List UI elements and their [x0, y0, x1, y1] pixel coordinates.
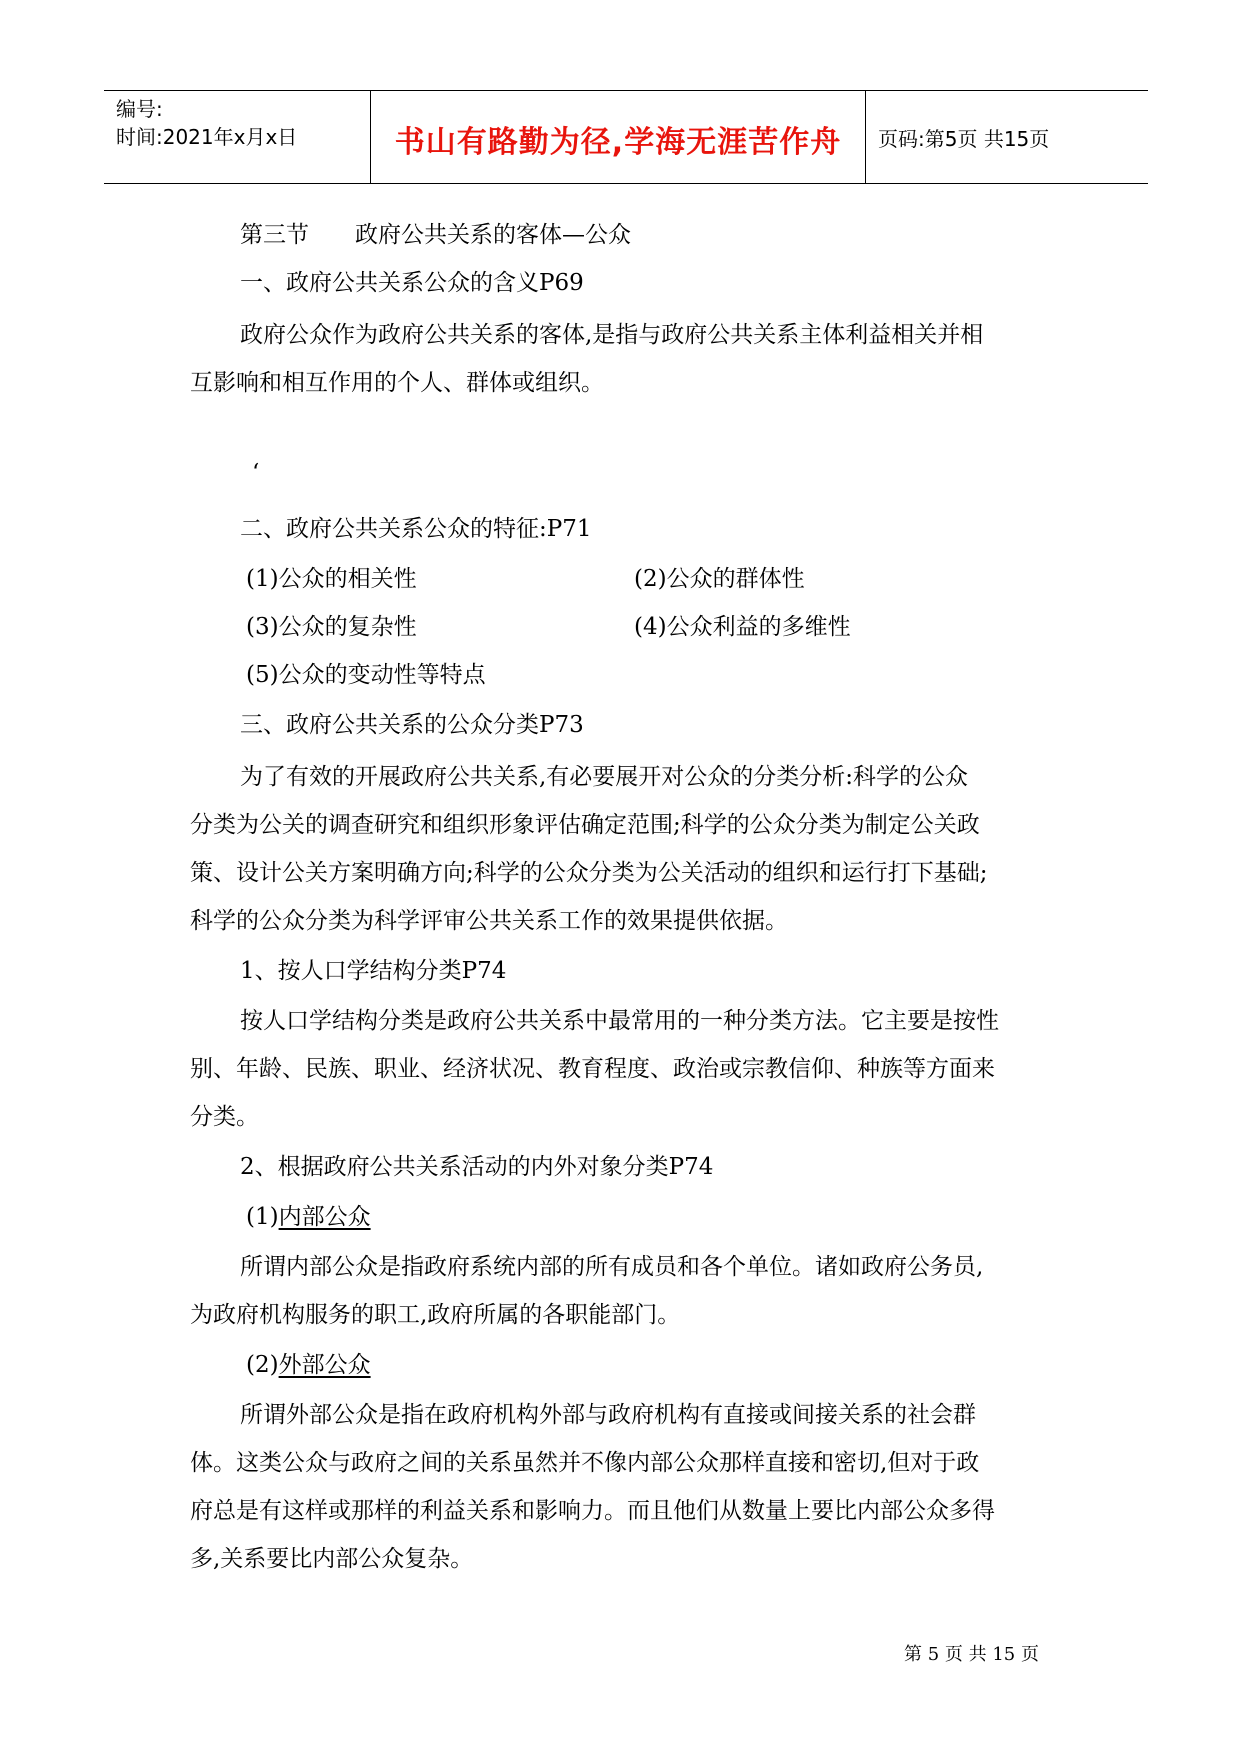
paragraph-line: 为政府机构服务的职工,政府所属的各职能部门。 — [190, 1302, 681, 1328]
heading-features: 二、政府公共关系公众的特征:P71 — [240, 516, 592, 542]
paragraph-line: 分类。 — [190, 1104, 259, 1130]
section-title: 第三节 政府公共关系的客体—公众 — [240, 222, 631, 248]
feature-item: (3)公众的复杂性 — [246, 614, 417, 640]
heading-definition: 一、政府公共关系公众的含义P69 — [240, 270, 584, 296]
sub-item-title: 内部公众 — [278, 1204, 371, 1230]
heading-classification: 三、政府公共关系的公众分类P73 — [240, 712, 584, 738]
sub-item-internal — [246, 1202, 371, 1232]
paragraph-line: 分类为公关的调查研究和组织形象评估确定范围;科学的公众分类为制定公关政 — [190, 812, 980, 838]
paragraph-line: 多,关系要比内部公众复杂。 — [190, 1546, 474, 1572]
feature-item: (2)公众的群体性 — [634, 566, 805, 592]
header-left-cell — [104, 91, 370, 183]
document-header — [104, 90, 1148, 184]
paragraph-line: 体。这类公众与政府之间的关系虽然并不像内部公众那样直接和密切,但对于政 — [190, 1450, 980, 1476]
header-motto-cell — [370, 91, 866, 183]
header-page-cell — [866, 91, 1160, 183]
paragraph-line: 为了有效的开展政府公共关系,有必要展开对公众的分类分析:科学的公众 — [240, 764, 969, 790]
paragraph-line: 策、设计公关方案明确方向;科学的公众分类为公关活动的组织和运行打下基础; — [190, 860, 988, 886]
feature-item: (5)公众的变动性等特点 — [246, 662, 486, 688]
footer-page-number: 第 5 页 共 15 页 — [904, 1644, 1039, 1665]
sub-item-title: 外部公众 — [278, 1352, 371, 1378]
sub-item-prefix: (1) — [246, 1204, 279, 1230]
paragraph-line: 所谓外部公众是指在政府机构外部与政府机构有直接或间接关系的社会群 — [240, 1402, 976, 1428]
sub-item-external — [246, 1350, 371, 1380]
feature-item: (4)公众利益的多维性 — [634, 614, 851, 640]
paragraph-line: 府总是有这样或那样的利益关系和影响力。而且他们从数量上要比内部公众多得 — [190, 1498, 995, 1524]
paragraph-line: 别、年龄、民族、职业、经济状况、教育程度、政治或宗教信仰、种族等方面来 — [190, 1056, 995, 1082]
sub-item-prefix: (2) — [246, 1352, 279, 1378]
paragraph-line: 互影响和相互作用的个人、群体或组织。 — [190, 370, 604, 396]
paragraph-line: 政府公众作为政府公共关系的客体,是指与政府公共关系主体利益相关并相 — [240, 322, 984, 348]
paragraph-line: 所谓内部公众是指政府系统内部的所有成员和各个单位。诸如政府公务员, — [240, 1254, 984, 1280]
motto: 书山有路勤为径,学海无涯苦作舟 — [394, 125, 842, 160]
paragraph-line: 按人口学结构分类是政府公共关系中最常用的一种分类方法。它主要是按性 — [240, 1008, 999, 1034]
page-info: 页码:第5页 共15页 — [878, 126, 1050, 151]
stray-mark: ‘ — [252, 460, 260, 486]
paragraph-line: 科学的公众分类为科学评审公共关系工作的效果提供依据。 — [190, 908, 788, 934]
time-label: 时间:2021年x月x日 — [116, 125, 298, 149]
subheading-internal-external: 2、根据政府公共关系活动的内外对象分类P74 — [240, 1154, 714, 1180]
serial-label: 编号: — [116, 97, 163, 121]
feature-item: (1)公众的相关性 — [246, 566, 417, 592]
subheading-demographic: 1、按人口学结构分类P74 — [240, 958, 507, 984]
